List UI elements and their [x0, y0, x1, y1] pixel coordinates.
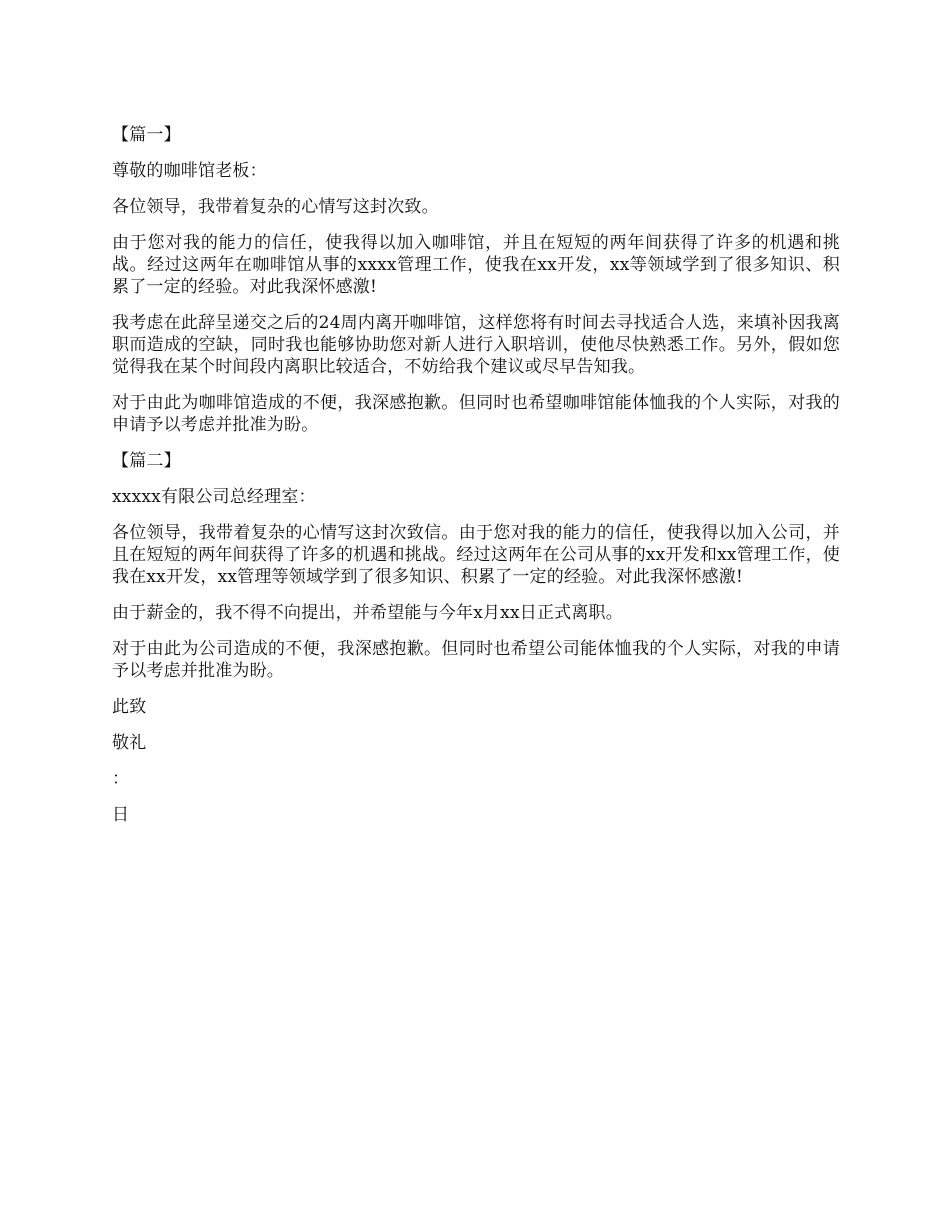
signature-line: ：	[112, 769, 130, 789]
closing-line-2: 敬礼	[112, 733, 147, 753]
section1-heading: 【篇一】	[112, 125, 181, 145]
section1-paragraph-1: 各位领导，我带着复杂的心情写这封次致。	[112, 197, 439, 217]
section1-paragraph-3: 我考虑在此辞呈递交之后的24周内离开咖啡馆，这样您将有时间去寻找适合人选，来填补因我离职而造成的空缺，同时我也能够协助您对新人进行入职培训，使他尽快熟悉工作。另外，假如您觉得我在某个时间段内离职比较适合，不妨给我个建议或尽早告知我。	[112, 313, 840, 377]
section2-heading: 【篇二】	[112, 451, 181, 471]
section1-paragraph-4: 对于由此为咖啡馆造成的不便，我深感抱歉。但同时也希望咖啡馆能体恤我的个人实际，对我的申请予以考虑并批准为盼。	[112, 393, 840, 435]
section2-paragraph-2: 由于薪金的，我不得不向提出，并希望能与今年x月xx日正式离职。	[112, 603, 623, 623]
section2-paragraph-1: 各位领导，我带着复杂的心情写这封次致信。由于您对我的能力的信任，使我得以加入公司，并且在短短的两年间获得了许多的机遇和挑战。经过这两年在公司从事的xx开发和xx管理工作，使我在xx开发，xx管理等领域学到了很多知识、积累了一定的经验。对此我深怀感激!	[112, 523, 840, 587]
closing-line-1: 此致	[112, 697, 147, 717]
section2-salutation: xxxxx有限公司总经理室：	[112, 487, 316, 507]
section1-salutation: 尊敬的咖啡馆老板：	[112, 161, 267, 181]
section1-paragraph-2: 由于您对我的能力的信任，使我得以加入咖啡馆，并且在短短的两年间获得了许多的机遇和挑战。经过这两年在咖啡馆从事的xxxx管理工作，使我在xx开发，xx等领域学到了很多知识、积累了一定的经验。对此我深怀感激!	[112, 233, 840, 297]
section2-paragraph-3: 对于由此为公司造成的不便，我深感抱歉。但同时也希望公司能体恤我的个人实际，对我的申请予以考虑并批准为盼。	[112, 639, 840, 681]
document-body	[112, 124, 840, 840]
date-line: 日	[112, 805, 130, 825]
